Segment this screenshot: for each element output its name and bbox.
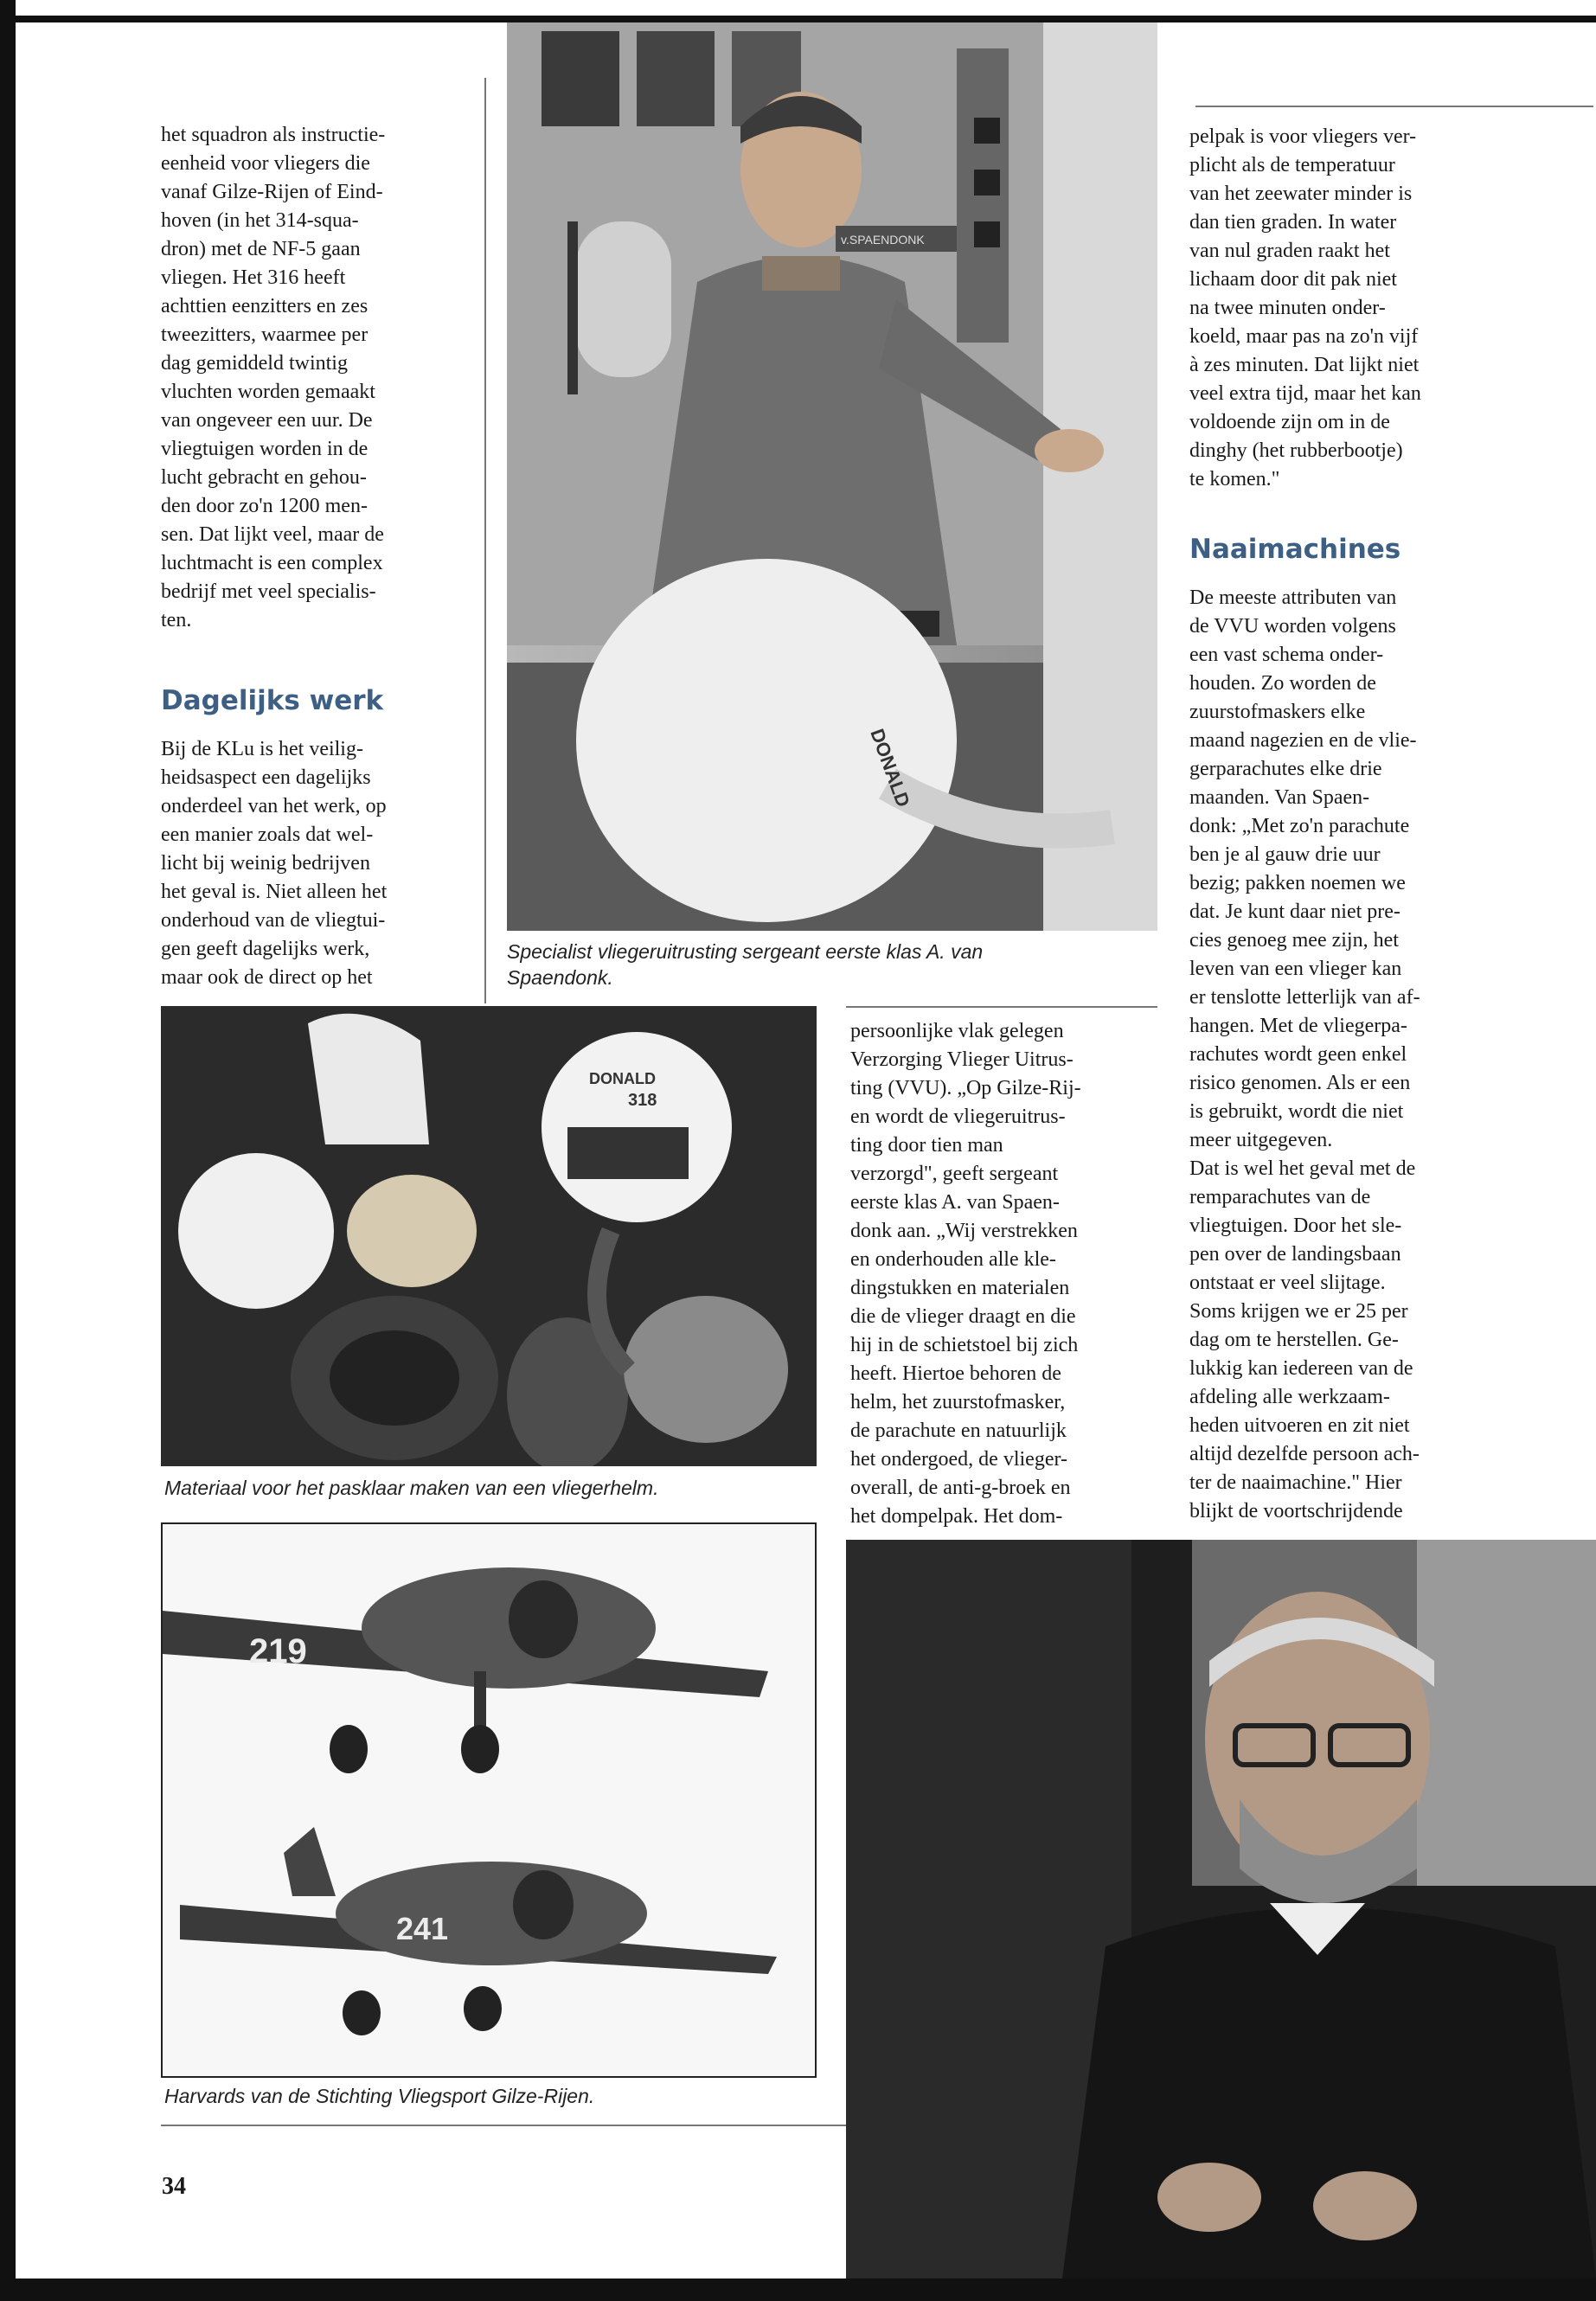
page-number: 34 [162, 2173, 186, 2200]
rule-middle-top [846, 1006, 1157, 1008]
sergeant-helmet-text: DONALD [866, 726, 914, 811]
column-middle [850, 1017, 1162, 1531]
column-left-text-top: het squadron als instructie- eenheid voor vliegers die vanaf Gilze-Rijen of Eind- hoven (in het 314-squa- dron) met de NF-5 gaan vliegen. Het 316 heeft achttien eenzitters en zes tweezitters, waarmee per dag gemiddeld twintig vluchten worden gemaakt van ongeveer een uur. De vliegtuigen worden in de lucht gebracht en gehou- den door zo'n 1200 men- sen. Dat lijkt veel, maar de luchtmacht is een complex bedrijf met veel specialis- ten. [161, 124, 386, 631]
portrait-illustration [846, 1540, 1596, 2279]
column-left-bottom [161, 735, 490, 992]
photo-helmet-materials [161, 1006, 817, 1466]
photo-portrait [846, 1540, 1596, 2279]
column-left [161, 121, 490, 635]
page-border-left [0, 0, 16, 2301]
photo-sergeant [507, 22, 1157, 931]
caption-harvards: Harvards van de Stichting Vliegsport Gilze-Rijen. [164, 2085, 595, 2107]
plane-bottom-number: 241 [396, 1911, 449, 1946]
column-right-text-bottom: De meeste attributen van de VVU worden volgens een vast schema onder- houden. Zo worden de zuurstofmaskers elke maand nagezien en de vlie- gerparachutes elke drie maanden. Van Spaen- donk: „Met zo'n parachute ben je al gauw drie uur bezig; pakken noemen we dat. Je kunt daar niet pre- cies genoeg mee zijn, het leven van een vlieger kan er tenslotte letterlijk van af- hangen. Met de vliegerpa- rachutes wordt geen enkel risico genomen. Als er een is gebruikt, wordt die niet meer uitgegeven. Dat is wel het geval met de remparachutes van de vliegtuigen. Door het sle- pen over de landingsbaan ontstaat er veel slijtage. Soms krijgen we er 25 per dag om te herstellen. Ge- lukkig kan iedereen van de afdeling alle werkzaam- heden uitvoeren en zit niet altijd dezelfde persoon ach- ter de naaimachine." Hier blijkt de voortschrijdende [1189, 586, 1420, 1522]
column-middle-text: persoonlijke vlak gelegen Verzorging Vlieger Uitrus- ting (VVU). „Op Gilze-Rij- en wordt de vliegeruitrus- ting door tien man verzorgd", geeft sergeant eerste klas A. van Spaen- donk aan. „Wij verstrekken en onderhouden alle kle- dingstukken en materialen die de vlieger draagt en die hij in de schietstoel bij zich heeft. Hiertoe behoren de helm, het zuurstofmasker, de parachute en natuurlijk het ondergoed, de vlieger- overall, de anti-g-broek en het dompelpak. Het dom- [850, 1020, 1081, 1528]
rule-right [1195, 106, 1593, 107]
page-border-top [0, 16, 1596, 22]
column-right-bottom [1189, 584, 1509, 1526]
column-right [1189, 123, 1501, 494]
rule-left [484, 78, 486, 1003]
sergeant-illustration [507, 22, 1157, 931]
name-tag-text: v.SPAENDONK [841, 233, 925, 247]
photo-harvards [161, 1522, 817, 2078]
harvards-illustration [163, 1524, 815, 2076]
heading-dagelijks-werk: Dagelijks werk [161, 685, 384, 716]
caption-helmet-materials: Materiaal voor het pasklaar maken van een vliegerhelm. [164, 1477, 659, 1499]
heading-naaimachines: Naaimachines [1189, 534, 1401, 565]
caption-sergeant: Specialist vliegeruitrusting sergeant eerste klas A. van Spaendonk. [507, 940, 984, 989]
column-left-text-bottom: Bij de KLu is het veilig- heidsaspect een dagelijks onderdeel van het werk, op een manier zoals dat wel- licht bij weinig bedrijven het geval is. Niet alleen het onderhoud van de vliegtui- gen geeft dagelijks werk, maar ook de direct op het [161, 738, 388, 989]
helmet-materials-illustration [161, 1006, 817, 1466]
plane-top-number: 219 [249, 1632, 307, 1670]
materials-helmet-text: DONALD [589, 1070, 656, 1087]
page-border-bottom [0, 2279, 1596, 2301]
materials-helmet-number: 318 [628, 1091, 657, 1110]
rule-harvards-bottom [161, 2125, 853, 2126]
column-right-text-top: pelpak is voor vliegers ver- plicht als de temperatuur van het zeewater minder is dan tien graden. In water van nul graden raakt het lichaam door dit pak niet na twee minuten onder- koeld, maar pas na zo'n vijf à zes minuten. Dat lijkt niet veel extra tijd, maar het kan voldoende zijn om in de dinghy (het rubberbootje) te komen." [1189, 125, 1421, 490]
